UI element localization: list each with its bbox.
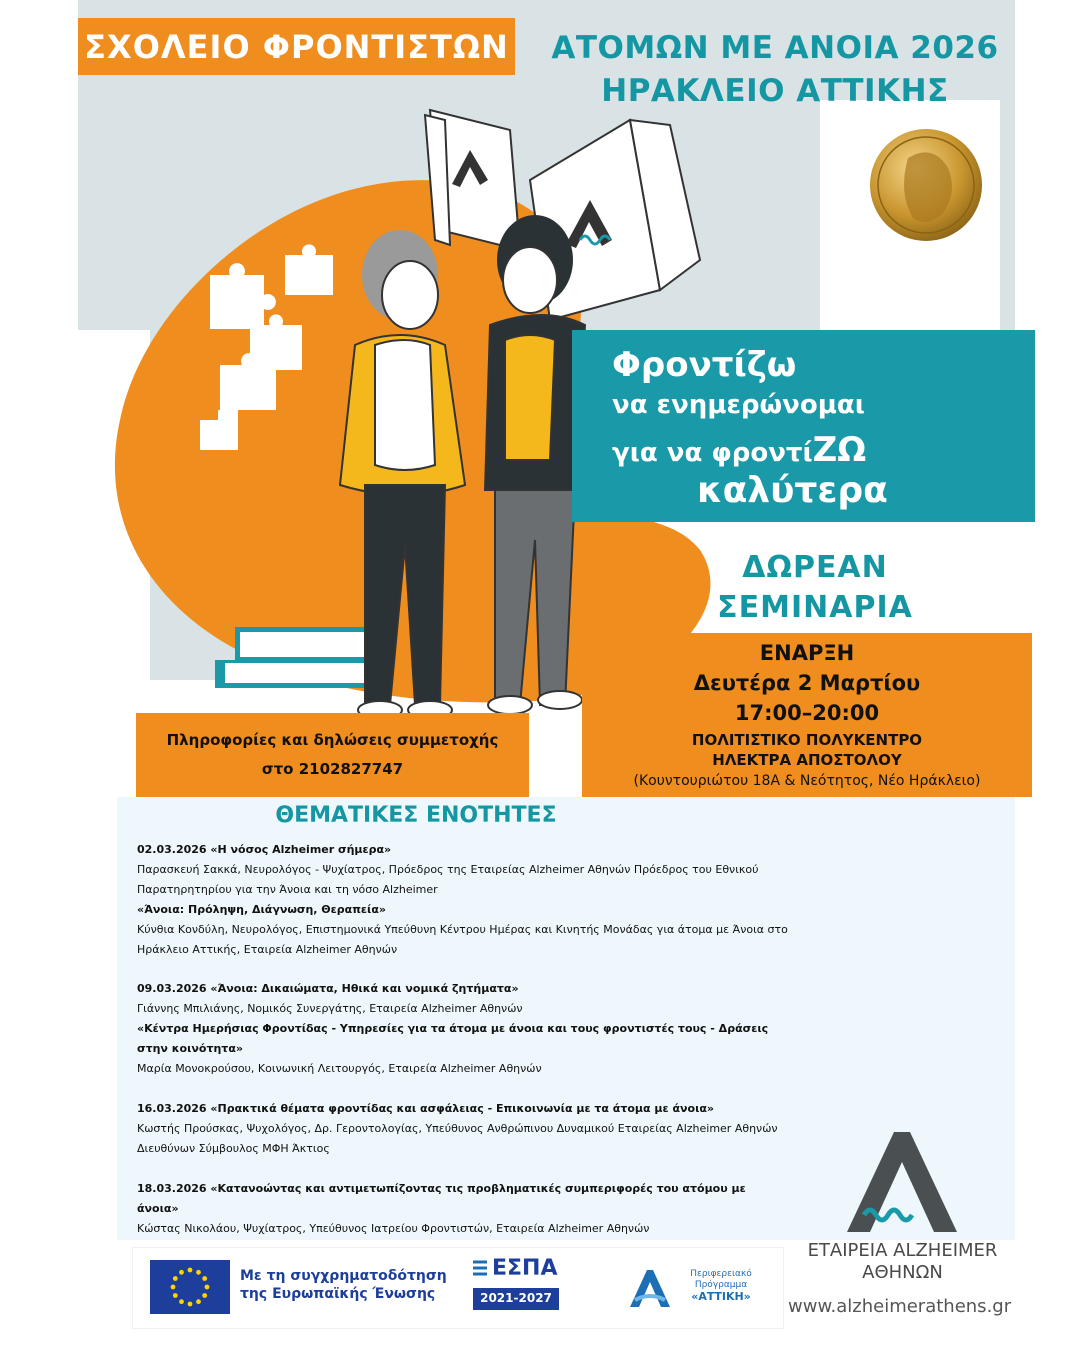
alzheimer-athens-logo-icon xyxy=(842,1127,962,1235)
slogan-panel xyxy=(572,330,1035,522)
eu-flag-icon xyxy=(150,1260,230,1314)
topic-speaker: Κύνθια Κονδύλη, Νευρολόγος, Επιστημονικά Υπεύθυνη Κέντρου Ημέρας και Κινητής Μονάδας για άτομα με Άνοια στο xyxy=(137,923,788,936)
espa-logo xyxy=(470,1258,560,1316)
slogan-line xyxy=(612,430,866,470)
start-info-box xyxy=(582,633,1032,797)
topics-title: ΘΕΜΑΤΙΚΕΣ ΕΝΟΤΗΤΕΣ xyxy=(275,803,557,828)
start-label: ΕΝΑΡΞΗ xyxy=(759,641,855,665)
org-name-line: ΕΤΑΙΡΕΙΑ ALZHEIMER xyxy=(807,1240,998,1261)
start-time: 17:00–20:00 xyxy=(734,701,880,725)
topic-heading: 18.03.2026 «Κατανοώντας και αντιμετωπίζοντας τις προβληματικές συμπεριφορές του ατόμου με xyxy=(137,1182,746,1195)
org-website-link[interactable]: www.alzheimerathens.gr xyxy=(788,1296,1012,1317)
topic-speaker: Ηράκλειο Αττικής, Εταιρεία Alzheimer Αθηνών xyxy=(137,943,398,956)
topic-speaker: Μαρία Μονοκρούσου, Κοινωνική Λειτουργός, Εταιρεία Alzheimer Αθηνών xyxy=(137,1062,542,1075)
topic-speaker: Γιάννης Μπιλιάνης, Νομικός Συνεργάτης, Εταιρεία Alzheimer Αθηνών xyxy=(137,1002,523,1015)
coin-image xyxy=(863,123,989,246)
slogan-text: για να φροντί xyxy=(612,438,813,468)
espa-years: 2021-2027 xyxy=(480,1291,552,1305)
star-icon xyxy=(196,1299,201,1304)
brochure-icon xyxy=(425,110,520,250)
puzzle-pieces-icon xyxy=(200,244,333,450)
free-line: ΣΕΜΙΝΑΡΙΑ xyxy=(717,590,913,625)
eu-funding-line: της Ευρωπαϊκής Ένωσης xyxy=(240,1286,436,1302)
star-icon xyxy=(205,1285,210,1290)
slogan-line: Φροντίζω xyxy=(612,345,797,385)
star-icon xyxy=(202,1293,207,1298)
star-icon xyxy=(179,1270,184,1275)
topic-speaker: Κώστας Νικολάου, Ψυχίατρος, Υπεύθυνος Ιατρείου Φροντιστών, Εταιρεία Alzheimer Αθηνών xyxy=(137,1222,650,1235)
star-icon xyxy=(202,1276,207,1281)
topic-heading: «Κέντρα Ημερήσιας Φροντίδας - Υπηρεσίες για τα άτομα με άνοια και τους φροντιστές τους - Δράσεις xyxy=(137,1022,769,1035)
topic-heading: 16.03.2026 «Πρακτικά θέματα φροντίδας και ασφάλειας - Επικοινωνία με τα άτομα με άνοια» xyxy=(137,1102,715,1115)
attiki-line: Περιφερειακό xyxy=(690,1269,752,1279)
topic-heading: άνοια» xyxy=(137,1202,179,1215)
contact-phone: στο 2102827747 xyxy=(261,760,404,778)
title-line: ΑΤΟΜΩΝ ΜΕ ΑΝΟΙΑ 2026 xyxy=(551,30,999,66)
org-name-line: ΑΘΗΝΩΝ xyxy=(862,1262,943,1283)
attiki-logo-icon xyxy=(625,1262,675,1312)
venue-name: ΠΟΛΙΤΙΣΤΙΚΟ ΠΟΛΥΚΕΝΤΡΟ xyxy=(691,731,923,749)
school-banner: ΣΧΟΛΕΙΟ ΦΡΟΝΤΙΣΤΩΝ xyxy=(78,18,515,75)
topic-speaker: Κωστής Προύσκας, Ψυχολόγος, Δρ. Γεροντολογίας, Υπεύθυνος Ανθρώπινου Δυναμικού Εταιρείας Alzheimer Αθηνών xyxy=(137,1122,778,1135)
page-title xyxy=(520,27,1030,113)
slogan-line: να ενημερώνομαι xyxy=(612,390,865,420)
star-icon xyxy=(173,1276,178,1281)
star-icon xyxy=(173,1293,178,1298)
espa-name: ΕΣΠΑ xyxy=(492,1256,558,1281)
eu-funding-line: Με τη συγχρηματοδότηση xyxy=(240,1268,447,1284)
slogan-line: καλύτερα xyxy=(697,470,888,511)
star-icon xyxy=(171,1285,176,1290)
topic-heading: 02.03.2026 «Η νόσος Alzheimer σήμερα» xyxy=(137,843,392,856)
attiki-line: «ΑΤΤΙΚΗ» xyxy=(691,1290,751,1303)
topic-speaker: Παρασκευή Σακκά, Νευρολόγος - Ψυχίατρος, Πρόεδρος της Εταιρείας Alzheimer Αθηνών Πρόεδρος του Εθνικού xyxy=(137,863,759,876)
star-icon xyxy=(188,1302,193,1307)
topic-speaker: Παρατηρητηρίου για την Άνοια και τη νόσο Alzheimer xyxy=(137,883,438,896)
star-icon xyxy=(196,1270,201,1275)
topic-heading: στην κοινότητα» xyxy=(137,1042,243,1055)
title-line: ΗΡΑΚΛΕΙΟ ΑΤΤΙΚΗΣ xyxy=(601,73,949,109)
topic-heading: 09.03.2026 «Άνοια: Δικαιώματα, Ηθικά και νομικά ζητήματα» xyxy=(137,982,519,995)
slogan-emphasis: ΖΩ xyxy=(812,430,867,470)
heracles-coin-icon xyxy=(863,123,989,246)
free-seminars-heading xyxy=(690,548,940,628)
contact-line: Πληροφορίες και δηλώσεις συμμετοχής xyxy=(166,731,499,749)
star-icon xyxy=(179,1299,184,1304)
topic-heading: «Άνοια: Πρόληψη, Διάγνωση, Θεραπεία» xyxy=(137,903,386,916)
topic-speaker: Διευθύνων Σύμβουλος ΜΦΗ Άκτιος xyxy=(137,1142,330,1155)
attiki-line: Πρόγραμμα xyxy=(694,1280,748,1290)
venue-address: (Κουντουριώτου 18Α & Νεότητος, Νέο Ηράκλειο) xyxy=(633,773,981,789)
attiki-text xyxy=(676,1269,766,1302)
contact-info-box xyxy=(136,713,529,798)
eu-funding-text xyxy=(240,1267,447,1303)
venue-name: ΗΛΕΚΤΡΑ ΑΠΟΣΤΟΛΟΥ xyxy=(712,751,902,769)
org-name xyxy=(795,1240,1010,1284)
star-icon xyxy=(188,1268,193,1273)
start-date: Δευτέρα 2 Μαρτίου xyxy=(693,671,921,695)
free-line: ΔΩΡΕΑΝ xyxy=(742,550,888,585)
